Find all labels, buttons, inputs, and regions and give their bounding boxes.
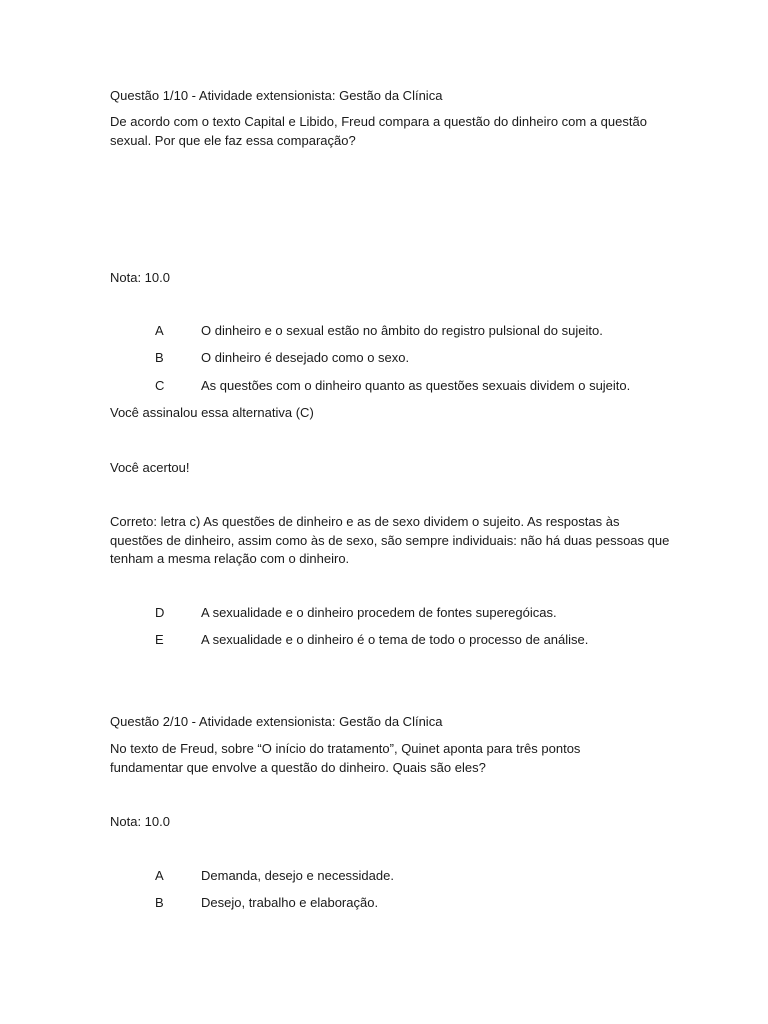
option-text: Demanda, desejo e necessidade.	[201, 868, 394, 883]
question-1-title: Questão 1/10 - Atividade extensionista: Gestão da Clínica	[110, 88, 443, 103]
option-letter: C	[155, 378, 165, 393]
feedback-line-2: questões de dinheiro, assim como às de sexo, são sempre individuais: não há duas pessoas que	[110, 533, 670, 548]
option-text: As questões com o dinheiro quanto as questões sexuais dividem o sujeito.	[201, 378, 631, 393]
feedback-line-1: Correto: letra c) As questões de dinheiro e as de sexo dividem o sujeito. As respostas às	[110, 514, 620, 529]
question-1-grade: Nota: 10.0	[110, 270, 170, 285]
option-letter: B	[155, 895, 164, 910]
feedback-line-3: tenham a mesma relação com o dinheiro.	[110, 551, 350, 566]
option-letter: A	[155, 323, 164, 338]
option-letter: D	[155, 605, 165, 620]
option-text: O dinheiro e o sexual estão no âmbito do registro pulsional do sujeito.	[201, 323, 603, 338]
option-text: O dinheiro é desejado como o sexo.	[201, 350, 410, 365]
option-text: A sexualidade e o dinheiro procedem de fontes superegóicas.	[201, 605, 557, 620]
option-text: A sexualidade e o dinheiro é o tema de todo o processo de análise.	[201, 632, 589, 647]
option-letter: E	[155, 632, 164, 647]
option-text: Desejo, trabalho e elaboração.	[201, 895, 379, 910]
question-2-prompt-line-2: fundamentar que envolve a questão do dinheiro. Quais são eles?	[110, 760, 486, 775]
question-1-prompt-line-1: De acordo com o texto Capital e Libido, Freud compara a questão do dinheiro com a questão	[110, 114, 647, 129]
question-2-prompt-line-1: No texto de Freud, sobre “O início do tratamento”, Quinet aponta para três pontos	[110, 741, 581, 756]
result-message: Você acertou!	[110, 460, 190, 475]
option-letter: B	[155, 350, 164, 365]
selected-answer-note: Você assinalou essa alternativa (C)	[110, 405, 314, 420]
question-2-title: Questão 2/10 - Atividade extensionista: Gestão da Clínica	[110, 714, 443, 729]
question-2-grade: Nota: 10.0	[110, 814, 170, 829]
question-1-prompt-line-2: sexual. Por que ele faz essa comparação?	[110, 133, 356, 148]
option-letter: A	[155, 868, 164, 883]
